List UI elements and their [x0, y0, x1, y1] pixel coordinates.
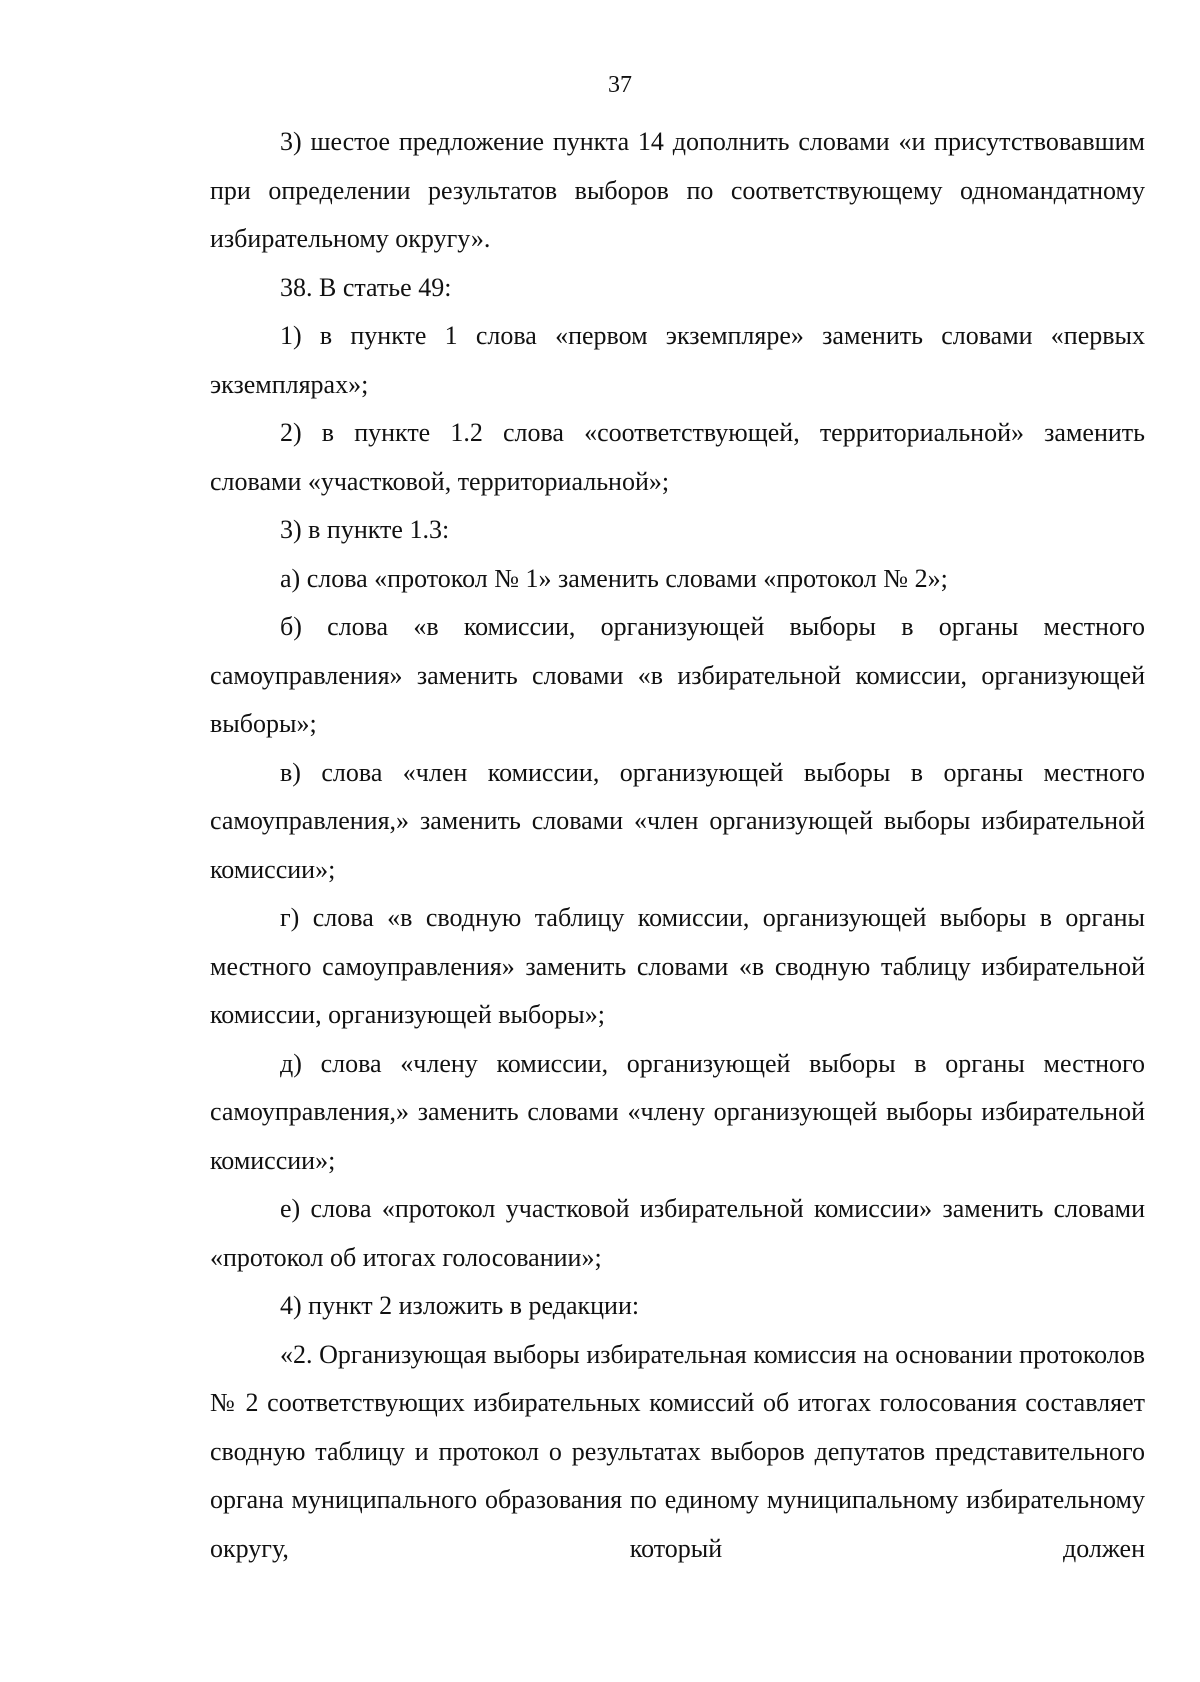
paragraph: а) слова «протокол № 1» заменить словами «протокол № 2»;	[280, 563, 948, 593]
paragraph: 4) пункт 2 изложить в редакции:	[280, 1291, 640, 1320]
paragraph: д) слова «члену комиссии, организующей выборы в органы местного самоуправления,» заменить словами «члену организующей выборы избирательной комиссии»;	[210, 1048, 1145, 1175]
paragraph: е) слова «протокол участковой избирательной комиссии» заменить словами «протокол об итогах голосовании»;	[210, 1194, 1145, 1272]
paragraph: 2) в пункте 1.2 слова «соответствующей, территориальной» заменить словами «участковой, территориальной»;	[210, 418, 1145, 496]
paragraph: 3) в пункте 1.3:	[280, 515, 450, 544]
page-number: 37	[608, 72, 632, 98]
paragraph: г) слова «в сводную таблицу комиссии, организующей выборы в органы местного самоуправления» заменить словами «в сводную таблицу избирательной комиссии, организующей выборы»;	[210, 903, 1145, 1029]
document-body	[210, 118, 1145, 1573]
paragraph: в) слова «член комиссии, организующей выборы в органы местного самоуправления,» заменить словами «член организующей выборы избирательной комиссии»;	[210, 757, 1145, 884]
paragraph: 38. В статье 49:	[280, 272, 452, 302]
paragraph: 3) шестое предложение пункта 14 дополнить словами «и присутствовавшим при определении результатов выборов по соответствующему одномандатному избирательному округу».	[210, 127, 1145, 253]
paragraph: б) слова «в комиссии, организующей выборы в органы местного самоуправления» заменить словами «в избирательной комиссии, организующей выборы»;	[210, 612, 1145, 738]
paragraph: «2. Организующая выборы избирательная комиссия на основании протоколов № 2 соответствующих избирательных комиссий об итогах голосования составляет сводную таблицу и протокол о результатах выборов депутатов представительного органа муниципального образования по единому муниципальному избирательному округу, который должен	[210, 1339, 1145, 1563]
paragraph: 1) в пункте 1 слова «первом экземпляре» заменить словами «первых экземплярах»;	[210, 321, 1145, 399]
